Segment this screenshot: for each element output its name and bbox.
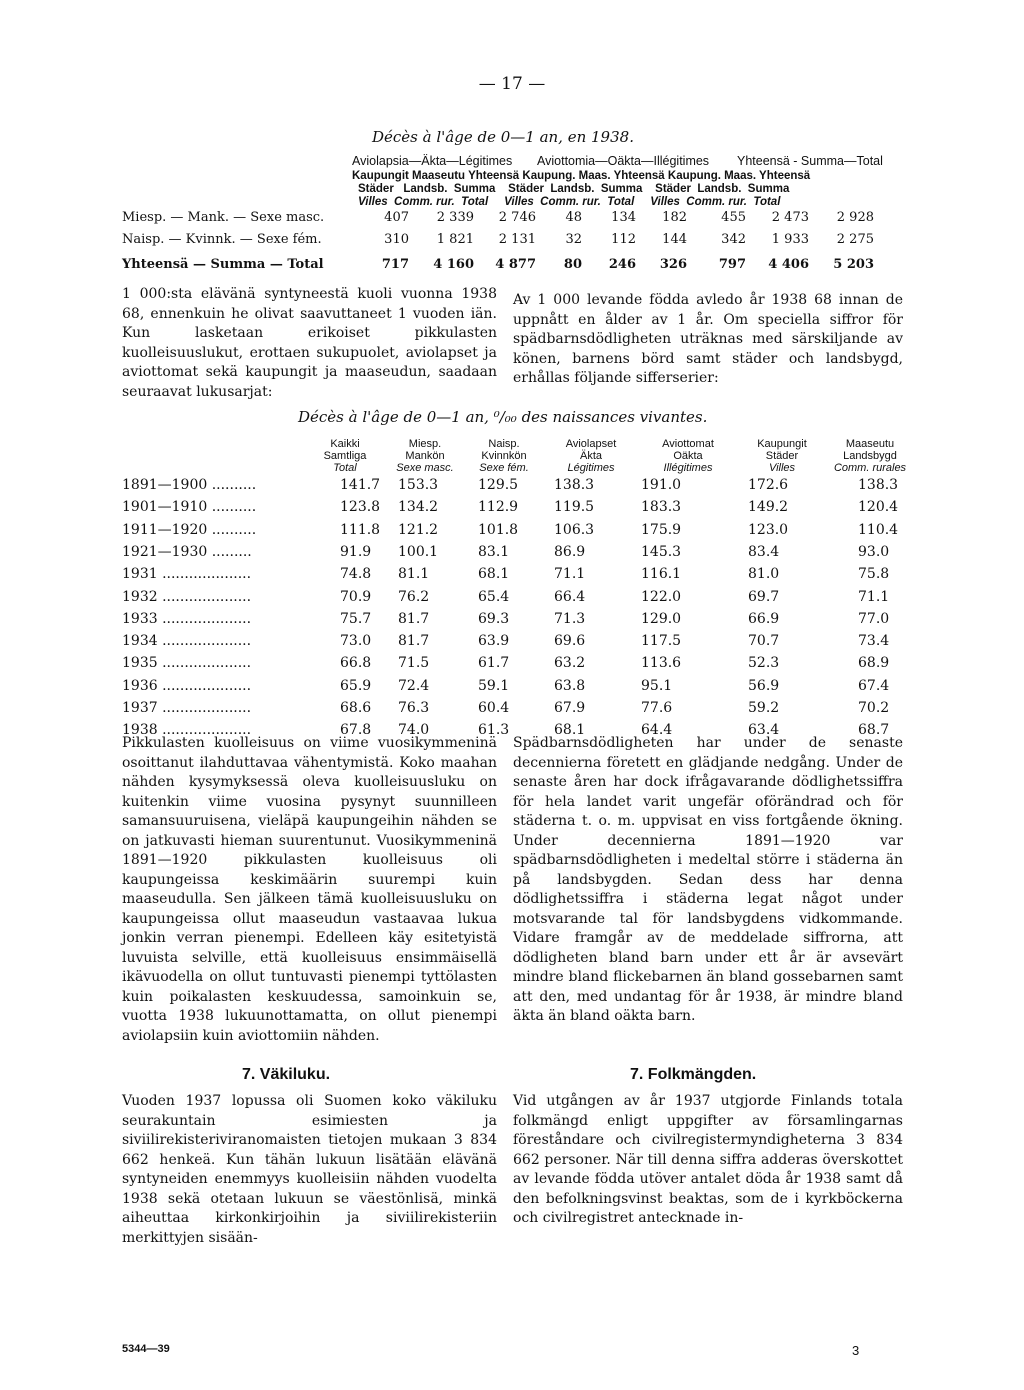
- table2-cell: 81.0: [748, 566, 780, 583]
- table2-cell: 123.8: [340, 499, 381, 516]
- table2-row-label: 1934 ....................: [122, 633, 252, 650]
- table1-cell: 134: [611, 210, 636, 225]
- table2-cell: 64.4: [641, 722, 673, 739]
- table2-cell: 77.0: [858, 610, 890, 627]
- paragraph-swedish-1: Av 1 000 levande födda avledo år 1938 68 innan de uppnått en ålder av 1 år. Om speciella siffror för spädbarnsdödligheten uträknas med särskiljande av könen, barnens börd samt städer och landsbygd, erhållas följande sifferserier:: [513, 292, 903, 386]
- table1-subheader-sv: Städer Landsb. Summa Städer Landsb. Summa Städer Landsb. Summa: [358, 183, 790, 195]
- table2-cell: 120.4: [858, 499, 899, 516]
- table1-cell: 310: [384, 232, 409, 247]
- table2-header-line: Kvinnkön: [481, 450, 527, 462]
- table2-row-label: 1911—1920 ..........: [122, 521, 257, 538]
- table2-cell: 81.7: [398, 610, 430, 627]
- table1-cell: 80: [563, 257, 582, 272]
- paragraph-swedish-3: Vid utgången av år 1937 utgjorde Finlands totala folkmängd enligt uppgifter av församlingarnas föreståndare och civilregistermyndigheterna 3 834 662 personer. När till denna siffra adderas överskottet av levande födda utöver antalet döda år 1938 samt då den befolkningsvinst beaktas, som de i kyrkböckerna och civilregistret antecknade in-: [513, 1093, 903, 1226]
- table2-header-line: Mankön: [405, 450, 445, 462]
- table2-cell: 63.9: [478, 633, 510, 650]
- table2-row-label: 1931 ....................: [122, 566, 252, 583]
- table2-cell: 74.0: [398, 722, 430, 739]
- table2-row: [122, 655, 902, 678]
- table2-cell: 74.8: [340, 566, 372, 583]
- table2-row: [122, 611, 902, 634]
- table1-group-header-illegitimate: Aviottomia—Oäkta—Illégitimes: [537, 154, 710, 168]
- table1-cell: 4 406: [768, 257, 809, 272]
- table2-header-line: Samtliga: [323, 450, 367, 462]
- table1-cell: 4 160: [433, 257, 474, 272]
- table2-header-line: Äkta: [579, 450, 602, 462]
- paragraph-swedish-2: Spädbarnsdödligheten har under de senaste decennierna företett en glädjande nedgång. Under de senaste åren har dock ifrågavarande dödlighetssiffra för hela landet varit ungefär oförändrad och för städerna t. o. m. uppvisat en viss fortgående ökning. Under decennierna 1891—1920 var spädbarnsdödligheten i medeltal större i städerna än på landsbygden. Sedan dess har denna dödlighetssiffra i städerna legat något under motsvarande tal för landsbygdens vidkommande. Vidare framgår av de meddelade siffrorna, att dödligheten bland barn under ett år är avsevärt mindre bland flickebarnen än bland gossebarnen samt att den, med undantag för år 1938, är mindre bland äkta än bland oäkta barn.: [513, 735, 903, 1024]
- table2-header-line: Comm. rurales: [833, 462, 907, 474]
- table2-header-line: Sexe masc.: [396, 462, 454, 474]
- table2-header-line: Städer: [765, 450, 799, 462]
- table2-cell: 71.3: [554, 610, 586, 627]
- table2-cell: 141.7: [340, 477, 381, 493]
- table2-header-line: Total: [333, 462, 357, 474]
- table1-cell: 2 131: [498, 232, 536, 247]
- table1-cell: 455: [721, 210, 746, 225]
- table2-cell: 75.7: [340, 610, 372, 627]
- table2-caption: Décès à l'âge de 0—1 an, ⁰/₀₀ des naissances vivantes.: [298, 408, 708, 426]
- table2-column-header: [380, 438, 470, 474]
- table1-row-label: Naisp. — Kvinnk. — Sexe fém.: [122, 232, 322, 247]
- table2-header-line: Oäkta: [673, 450, 703, 462]
- table2-cell: 129.0: [641, 610, 682, 627]
- table2-cell: 71.1: [554, 566, 586, 583]
- table2-cell: 116.1: [641, 566, 682, 583]
- table1-cell: 407: [384, 210, 409, 225]
- table2-cell: 69.6: [554, 633, 586, 650]
- table2-cell: 175.9: [641, 521, 682, 538]
- table2-cell: 67.9: [554, 700, 586, 716]
- table2-cell: 106.3: [554, 521, 595, 538]
- table2-cell: 81.1: [398, 566, 430, 583]
- table2-row-label: 1935 ....................: [122, 655, 252, 672]
- table2-header-line: Illégitimes: [663, 462, 713, 474]
- table2-row-label: 1921—1930 .........: [122, 543, 252, 560]
- table2-cell: 63.4: [748, 722, 780, 739]
- table1-cell: 48: [565, 210, 582, 225]
- table2-header-line: Naisp.: [488, 438, 520, 450]
- table1-cell: 5 203: [833, 257, 874, 272]
- table1-group-header-legitimate: Aviolapsia—Äkta—Légitimes: [352, 154, 513, 168]
- table2-cell: 153.3: [398, 477, 439, 493]
- table1-cell: 1 933: [771, 232, 809, 247]
- table2-cell: 121.2: [398, 521, 439, 538]
- table2-cell: 72.4: [398, 677, 430, 694]
- table2-cell: 73.4: [858, 633, 890, 650]
- table2-cell: 68.6: [340, 700, 372, 716]
- table2-cell: 101.8: [478, 521, 519, 538]
- table2-cell: 69.3: [478, 610, 510, 627]
- table2-cell: 61.3: [478, 722, 510, 739]
- table2-cell: 61.7: [478, 655, 510, 672]
- section-heading-finnish: 7. Väkiluku.: [242, 1066, 331, 1083]
- table2-row: [122, 566, 902, 589]
- table2-row-label: 1932 ....................: [122, 588, 252, 605]
- table2-cell: 145.3: [641, 543, 682, 560]
- table2-column-header: [643, 438, 733, 474]
- table2-cell: 52.3: [748, 655, 780, 672]
- table2-row-label: 1891—1900 ..........: [122, 477, 257, 493]
- table2-cell: 123.0: [748, 521, 789, 538]
- table2-cell: 111.8: [340, 521, 381, 538]
- table2-column-header: [737, 438, 827, 474]
- table2-cell: 63.8: [554, 677, 586, 694]
- table1-cell: 2 275: [836, 232, 874, 247]
- table2-cell: 77.6: [641, 700, 673, 716]
- table2-cell: 172.6: [748, 477, 789, 493]
- table2-cell: 93.0: [858, 543, 890, 560]
- table2-cell: 69.7: [748, 588, 780, 605]
- table2-cell: 59.2: [748, 700, 780, 716]
- table2-cell: 73.0: [340, 633, 372, 650]
- table2-header-line: Légitimes: [567, 462, 615, 474]
- table2-cell: 65.9: [340, 677, 372, 694]
- table2-row: [122, 477, 902, 500]
- table2-cell: 68.1: [478, 566, 510, 583]
- table1-cell: 182: [662, 210, 687, 225]
- table2-header-line: Kaikki: [330, 438, 360, 450]
- table2-cell: 59.1: [478, 677, 510, 694]
- table2-cell: 67.4: [858, 677, 890, 694]
- table2-row: [122, 700, 902, 723]
- table2-cell: 95.1: [641, 677, 673, 694]
- table2-header-line: Villes: [768, 462, 796, 474]
- table2-cell: 149.2: [748, 499, 789, 516]
- table1-subheader-fi: Kaupungit Maaseutu Yhteensä Kaupung. Maas. Yhteensä Kaupung. Maas. Yhteensä: [352, 170, 811, 182]
- table2-cell: 70.2: [858, 700, 890, 716]
- table2-row: [122, 544, 902, 567]
- section-heading-swedish: 7. Folkmängden.: [630, 1066, 757, 1083]
- table2-cell: 70.7: [748, 633, 780, 650]
- table2-cell: 66.8: [340, 655, 372, 672]
- table1-cell: 144: [662, 232, 687, 247]
- table2-cell: 65.4: [478, 588, 510, 605]
- paragraph-finnish-2: Pikkulasten kuolleisuus on viime vuosikymmeninä osoittanut ilahduttavaa vähentymistä. Koko maahan nähden kysymyksessä oleva kuolleisuusluku on kuitenkin viime vuosina pysynyt suunnilleen samansuuruisena, vieläpä kaupungeihin nähden se on jatkuvasti hieman suurentunut. Vuosikymmeninä 1891—1920 pikkulasten kuolleisuus oli kaupungeissa keskimäärin suurempi kuin maaseudulla. Sen jälkeen tämä kuolleisuusluku on kaupungeissa ollut maaseudun vastaavaa lukua jonkin verran pienempi. Edelleen käy esitetyistä luvuista selville, että kuolleisuus ensimmäisellä ikävuodella on ollut tuntuvasti pienempi tyttölasten kuin poikalasten keskuudessa, samoinkuin se, vuotta 1938 lukuunottamatta, on ollut pienempi aviolapsiin kuin aviottomiin nähden.: [122, 735, 497, 1044]
- table1-cell: 2 746: [498, 210, 536, 225]
- table2-row: [122, 633, 902, 656]
- table2-cell: 68.7: [858, 722, 890, 739]
- table2-column-header: [300, 438, 390, 474]
- table2-column-header: [825, 438, 915, 474]
- paragraph-finnish-1: 1 000:sta elävänä syntyneestä kuoli vuonna 1938 68, ennenkuin he olivat saavuttaneet 1 vuoden iän. Kun lasketaan erikoiset pikkulasten kuolleisuuslukut, erottaen sukupuolet, aviolapset ja aviottomat sekä kaupungit ja maaseudun, saadaan seuraavat lukusarjat:: [122, 286, 497, 400]
- table2-cell: 191.0: [641, 477, 682, 493]
- table2-cell: 122.0: [641, 588, 682, 605]
- table2-cell: 129.5: [478, 477, 519, 493]
- table2-cell: 76.2: [398, 588, 430, 605]
- table1-cell: 2 928: [836, 210, 874, 225]
- table2-cell: 112.9: [478, 499, 519, 516]
- table2-cell: 67.8: [340, 722, 372, 739]
- table2-cell: 110.4: [858, 521, 899, 538]
- table2-cell: 71.5: [398, 655, 430, 672]
- paragraph-finnish-3: Vuoden 1937 lopussa oli Suomen koko väkiluku seurakuntain esimiesten ja siviilirekisteriviranomaisten tietojen mukaan 3 834 662 henkeä. Kun tähän lukuun lisätään elävänä syntyneiden enemmyys kuolleisiin nähden vuodelta 1938 sekä otetaan lukuun se väestönlisä, minkä aiheuttaa kirkonkirjoihin ja siviilirekisteriin merkittyjen sisään-: [122, 1093, 497, 1246]
- table2-cell: 86.9: [554, 543, 586, 560]
- table1-row: [122, 210, 902, 230]
- table2-row: [122, 678, 902, 701]
- table2-cell: 117.5: [641, 633, 682, 650]
- table2-header-line: Miesp.: [408, 438, 442, 450]
- footer-sheet-number: 3: [852, 1343, 860, 1358]
- table2-header-line: Landsbygd: [843, 450, 897, 462]
- table1-caption: Décès à l'âge de 0—1 an, en 1938.: [372, 128, 634, 146]
- table1-cell: 797: [718, 257, 746, 272]
- table1-row: [122, 232, 902, 252]
- table2-cell: 134.2: [398, 499, 439, 516]
- table2-header-line: Aviottomat: [662, 438, 714, 450]
- table2-row-label: 1901—1910 ..........: [122, 499, 257, 516]
- table1-cell: 2 339: [436, 210, 474, 225]
- table1-cell: 717: [381, 257, 409, 272]
- table2-row-label: 1933 ....................: [122, 610, 252, 627]
- table2-cell: 63.2: [554, 655, 586, 672]
- table2-cell: 138.3: [858, 477, 899, 493]
- table2-column-header: [546, 438, 636, 474]
- table2-cell: 83.1: [478, 543, 510, 560]
- table2-cell: 70.9: [340, 588, 372, 605]
- table2-row: [122, 499, 902, 522]
- table2-cell: 113.6: [641, 655, 682, 672]
- table1-row-label: Miesp. — Mank. — Sexe masc.: [122, 210, 325, 225]
- table2-cell: 183.3: [641, 499, 682, 516]
- table2-cell: 66.9: [748, 610, 780, 627]
- table1-group-header-total: Yhteensä - Summa—Total: [737, 154, 883, 168]
- table2-cell: 76.3: [398, 700, 430, 716]
- table2-cell: 83.4: [748, 543, 780, 560]
- table2-cell: 75.8: [858, 566, 890, 583]
- table2-cell: 66.4: [554, 588, 586, 605]
- table2-header-line: Aviolapset: [565, 438, 617, 450]
- table1-subheader-fr: Villes Comm. rur. Total Villes Comm. rur. Total Villes Comm. rur. Total: [358, 196, 781, 208]
- table2-row-label: 1937 ....................: [122, 700, 252, 716]
- table1-row: [122, 257, 902, 277]
- table2-column-header: [459, 438, 549, 474]
- page-number: — 17 —: [478, 74, 546, 94]
- table2-cell: 60.4: [478, 700, 510, 716]
- table1-cell: 4 877: [495, 257, 536, 272]
- table1-cell: 246: [608, 257, 636, 272]
- table2-row: [122, 589, 902, 612]
- table2-cell: 68.1: [554, 722, 586, 739]
- table1-cell: 32: [565, 232, 582, 247]
- table2-row-label: 1938 ....................: [122, 722, 252, 739]
- table2-row: [122, 522, 902, 545]
- table2-cell: 100.1: [398, 543, 439, 560]
- footer-print-code: 5344—39: [122, 1343, 170, 1355]
- table1-cell: 326: [659, 257, 687, 272]
- table2-cell: 71.1: [858, 588, 890, 605]
- table2-header-line: Sexe fém.: [479, 462, 529, 474]
- table1-cell: 2 473: [771, 210, 809, 225]
- table2-cell: 68.9: [858, 655, 890, 672]
- table1-cell: 1 821: [436, 232, 474, 247]
- table1-row-label: Yhteensä — Summa — Total: [122, 257, 324, 272]
- table1-cell: 342: [721, 232, 746, 247]
- table2-header-line: Maaseutu: [845, 438, 895, 450]
- table2-row-label: 1936 ....................: [122, 677, 252, 694]
- table1-cell: 112: [611, 232, 636, 247]
- table2-cell: 138.3: [554, 477, 595, 493]
- table2-cell: 81.7: [398, 633, 430, 650]
- table2-cell: 119.5: [554, 499, 595, 516]
- table2-cell: 56.9: [748, 677, 780, 694]
- table2-header-line: Kaupungit: [757, 438, 807, 450]
- table2-cell: 91.9: [340, 543, 372, 560]
